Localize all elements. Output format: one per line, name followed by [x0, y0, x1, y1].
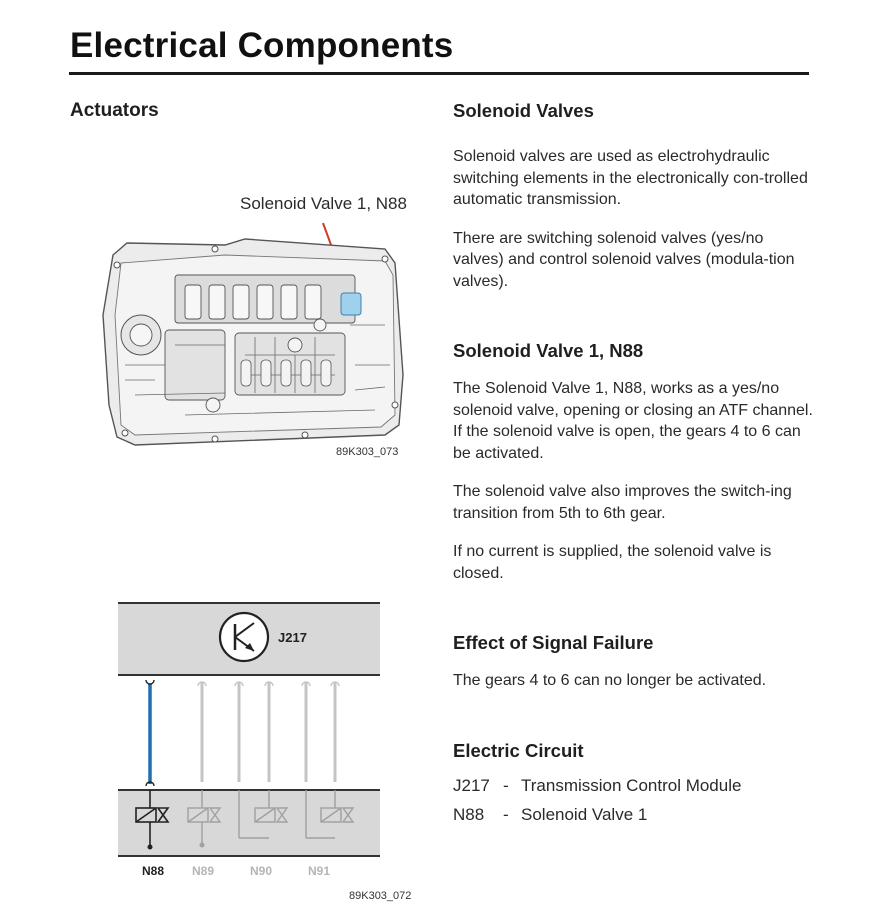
legend-dash: - — [503, 775, 509, 795]
output-label-n88: N88 — [142, 864, 165, 878]
figure1-code: 89K303_073 — [336, 446, 399, 458]
title-rule — [69, 72, 809, 75]
legend-list — [453, 771, 813, 829]
legend-item — [453, 771, 813, 800]
output-label-n91: N91 — [308, 864, 331, 878]
output-label-n89: N89 — [192, 864, 215, 878]
bolt-hole — [382, 256, 388, 262]
legend-code: J217 — [453, 775, 490, 795]
n88-para-2: The solenoid valve also improves the switch-ing transition from 5th to 6th gear. — [453, 483, 792, 522]
n88-callout-label: Solenoid Valve 1, N88 — [240, 194, 407, 213]
bolt-hole — [212, 436, 218, 442]
solenoid-valves-para-2: There are switching solenoid valves (yes/no valves) and control solenoid valves (modula-tion valves). — [453, 229, 795, 290]
actuators-heading: Actuators — [70, 100, 159, 121]
page-title: Electrical Components — [70, 26, 454, 65]
legend-desc: Transmission Control Module — [521, 775, 742, 795]
legend-code: N88 — [453, 804, 485, 824]
transistor-icon — [220, 613, 268, 661]
legend-desc: Solenoid Valve 1 — [521, 804, 648, 824]
legend-item — [453, 800, 813, 829]
signal-failure-heading: Effect of Signal Failure — [453, 632, 654, 653]
signal-failure-para: The gears 4 to 6 can no longer be activated. — [453, 672, 767, 689]
bolt-hole — [114, 262, 120, 268]
bolt-hole — [122, 430, 128, 436]
bolt-hole — [392, 402, 398, 408]
valve-body-illustration — [95, 215, 415, 450]
n88-heading: Solenoid Valve 1, N88 — [453, 340, 644, 361]
bolt-hole — [212, 246, 218, 252]
solenoid-valves-heading: Solenoid Valves — [453, 100, 594, 121]
electric-circuit-heading: Electric Circuit — [453, 739, 584, 761]
circuit-diagram — [118, 600, 380, 878]
output-label-n90: N90 — [250, 864, 273, 878]
solenoid-valves-para-1: Solenoid valves are used as electrohydraulic switching elements in the electronically con-trolled automatic transmission. — [453, 148, 808, 208]
solenoid-band — [118, 790, 380, 856]
legend-dash: - — [503, 804, 509, 824]
n88-valve-highlight — [341, 293, 361, 315]
bolt-hole — [302, 432, 308, 438]
right-column — [453, 100, 813, 829]
n88-para-1: The Solenoid Valve 1, N88, works as a yes/no solenoid valve, opening or closing an ATF channel. If the solenoid valve is open, the gears 4 to 6 can be activated. — [453, 380, 813, 462]
n88-para-3: If no current is supplied, the solenoid valve is closed. — [453, 543, 772, 582]
figure2-code: 89K303_072 — [349, 890, 412, 902]
j217-label: J217 — [278, 630, 307, 645]
